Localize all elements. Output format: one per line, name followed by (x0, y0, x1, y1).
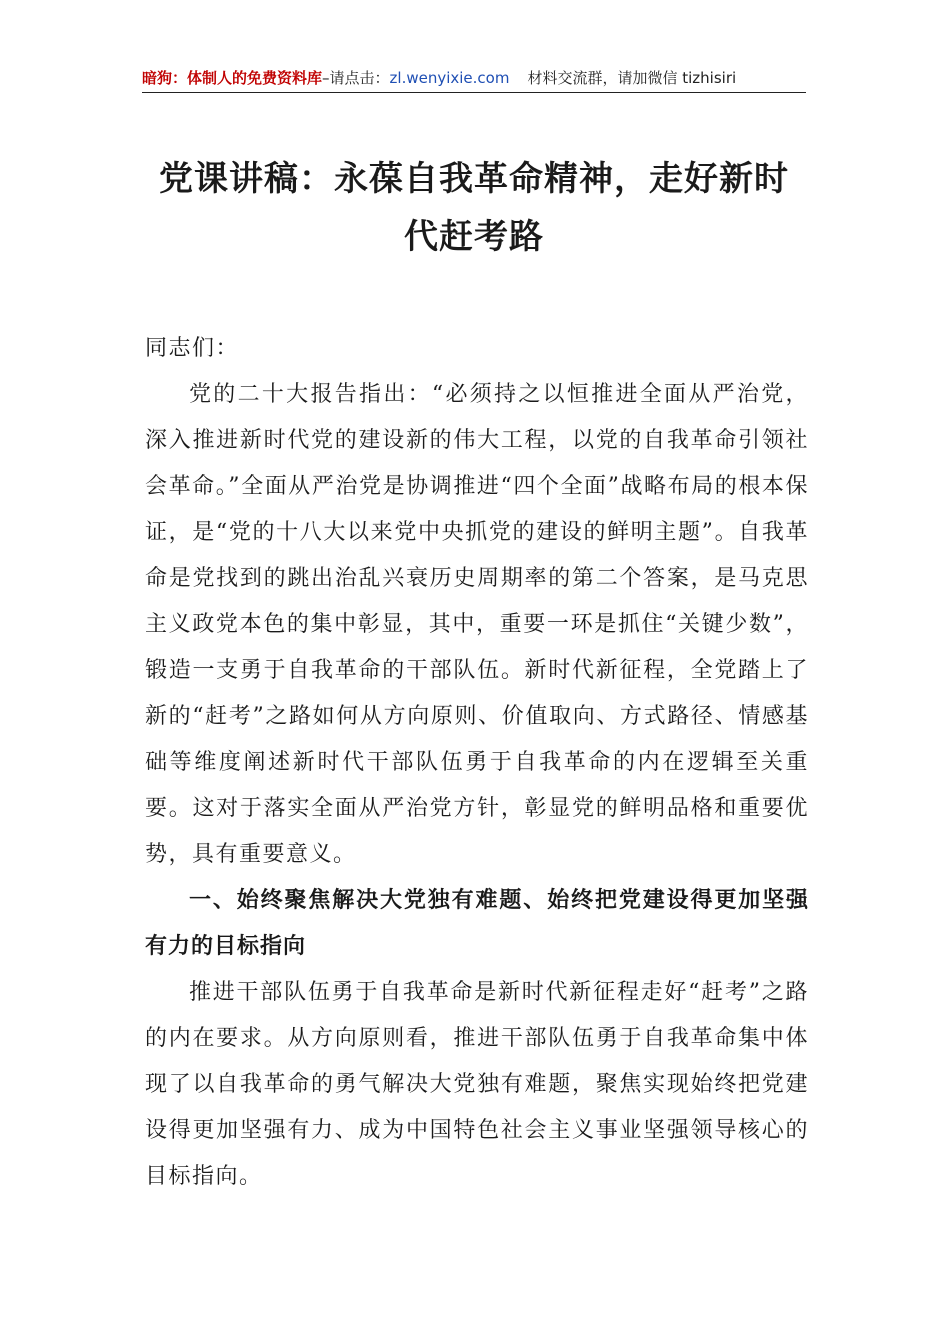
header-brand: 暗狗：体制人的免费资料库 (142, 69, 323, 87)
section-1-paragraph: 推进干部队伍勇于自我革命是新时代新征程走好“赶考”之路的内在要求。从方向原则看，推进干部队伍勇于自我革命集中体现了以自我革命的勇气解决大党独有难题，聚焦实现始终把党建设得更加坚强有力、成为中国特色社会主义事业坚强领导核心的目标指向。 (145, 980, 809, 1189)
header-prompt: –请点击： (322, 69, 390, 87)
page-header (142, 66, 806, 90)
header-group-note: 材料交流群，请加微信 tizhisiri (527, 69, 737, 87)
header-link[interactable]: zl.wenyixie.com (389, 69, 510, 87)
document-body (145, 326, 809, 1200)
intro-paragraph: 党的二十大报告指出：“必须持之以恒推进全面从严治党，深入推进新时代党的建设新的伟大工程，以党的自我革命引领社会革命。”全面从严治党是协调推进“四个全面”战略布局的根本保证，是“党的十八大以来党中央抓党的建设的鲜明主题”。自我革命是党找到的跳出治乱兴衰历史周期率的第二个答案，是马克思主义政党本色的集中彰显，其中，重要一环是抓住“关键少数”，锻造一支勇于自我革命的干部队伍。新时代新征程，全党踏上了新的“赶考”之路如何从方向原则、价值取向、方式路径、情感基础等维度阐述新时代干部队伍勇于自我革命的内在逻辑至关重要。这对于落实全面从严治党方针，彰显党的鲜明品格和重要优势，具有重要意义。 (145, 382, 809, 867)
section-1-heading: 一、始终聚焦解决大党独有难题、始终把党建设得更加坚强有力的目标指向 (145, 888, 809, 959)
greeting: 同志们： (145, 336, 240, 361)
document-title: 党课讲稿：永葆自我革命精神，走好新时代赶考路 (159, 159, 789, 257)
header-divider (142, 92, 806, 93)
